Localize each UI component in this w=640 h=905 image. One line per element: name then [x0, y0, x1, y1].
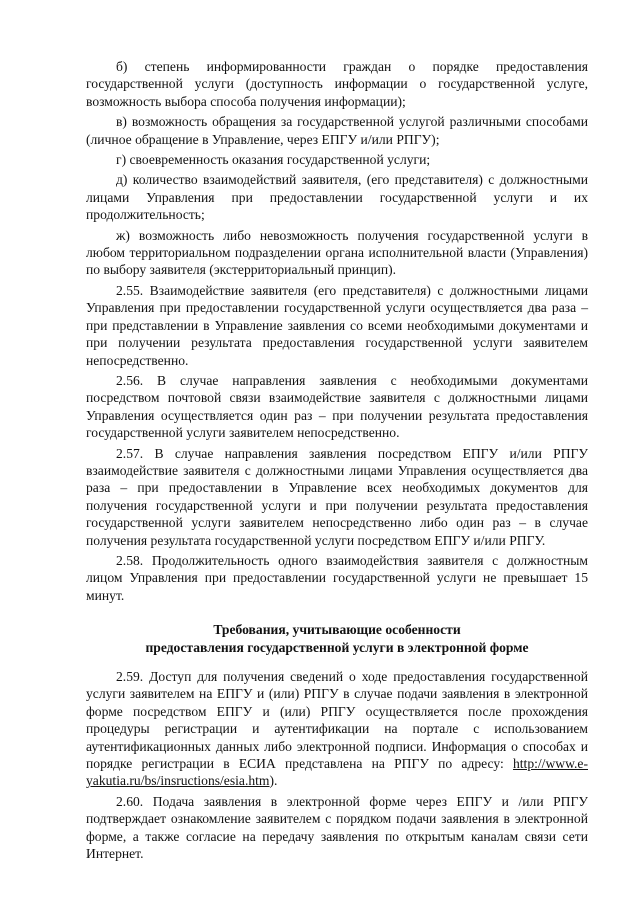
paragraph-d: д) количество взаимодействий заявителя, (его представителя) с должностными лицами Управления при предоставлении государственной услуги и их продолжительность; [86, 172, 588, 223]
paragraph-g: г) своевременность оказания государственной услуги; [116, 152, 431, 168]
paragraph-2-55: 2.55. Взаимодействие заявителя (его представителя) с должностными лицами Управления при предоставлении государственной услуги осуществляется два раза – при представлении в Управление заявления со всеми необходимыми документами и при получении результата предоставления государственной услуги заявителем непосредственно. [86, 282, 588, 368]
section-heading-line-1: Требования, учитывающие особенности [213, 622, 461, 638]
paragraph-2-59-text: 2.59. Доступ для получения сведений о ходе предоставления государственной услуги заявителем на ЕПГУ и (или) РПГУ в случае подачи заявления в электронной форме посредством ЕПГУ и (или) РПГУ осуществляется после прохождения процедуры регистрации и аутентификации на портале с использованием аутентификационных данных либо электронной подписи. Информация о способах и порядке регистрации в ЕСИА представлена на РПГУ по адресу: [86, 669, 588, 772]
paragraph-2-58: 2.58. Продолжительность одного взаимодействия заявителя с должностным лицом Управления при предоставлении государственной услуги не превышает 15 минут. [86, 552, 588, 603]
paragraph-2-57: 2.57. В случае направления заявления посредством ЕПГУ и/или РПГУ взаимодействие заявителя с должностными лицами Управления осуществляется два раза – при предоставлении в Управление всех необходимых документов для получения государственной услуги и при получении результата предоставления государственной услуги заявителем непосредственно либо один раз – в случае получения результата государственной услуги посредством ЕПГУ и/или РПГУ. [86, 445, 588, 548]
paragraph-zh: ж) возможность либо невозможность получения государственной услуги в любом территориальном подразделении органа исполнительной власти (Управления) по выбору заявителя (экстерриториальный принцип). [86, 227, 588, 278]
section-heading [86, 621, 588, 656]
paragraph-2-59-tail: ). [269, 773, 278, 789]
paragraph-2-60: 2.60. Подача заявления в электронной форме через ЕПГУ и /или РПГУ подтверждает ознакомление заявителем с порядком подачи заявления в электронной форме, а также согласие на передачу заявления по открытым каналам связи сети Интернет. [86, 793, 588, 862]
paragraph-b: б) степень информированности граждан о порядке предоставления государственной услуги (доступность информации о государственной услуге, возможность выбора способа получения информации); [86, 59, 588, 109]
esia-instructions-link[interactable]: http://www.e-yakutia.ru/bs/insructions/esia.htm [86, 756, 588, 789]
paragraph-2-56: 2.56. В случае направления заявления с необходимыми документами посредством почтовой связи взаимодействие заявителя с должностными лицами Управления осуществляется один раз – при получении результата предоставления государственной услуги заявителем непосредственно. [86, 372, 588, 441]
paragraph-v: в) возможность обращения за государственной услугой различными способами (личное обращение в Управление, через ЕПГУ и/или РПГУ); [86, 114, 588, 147]
section-heading-line-2: предоставления государственной услуги в электронной форме [145, 639, 529, 655]
paragraph-2-59 [86, 668, 588, 790]
